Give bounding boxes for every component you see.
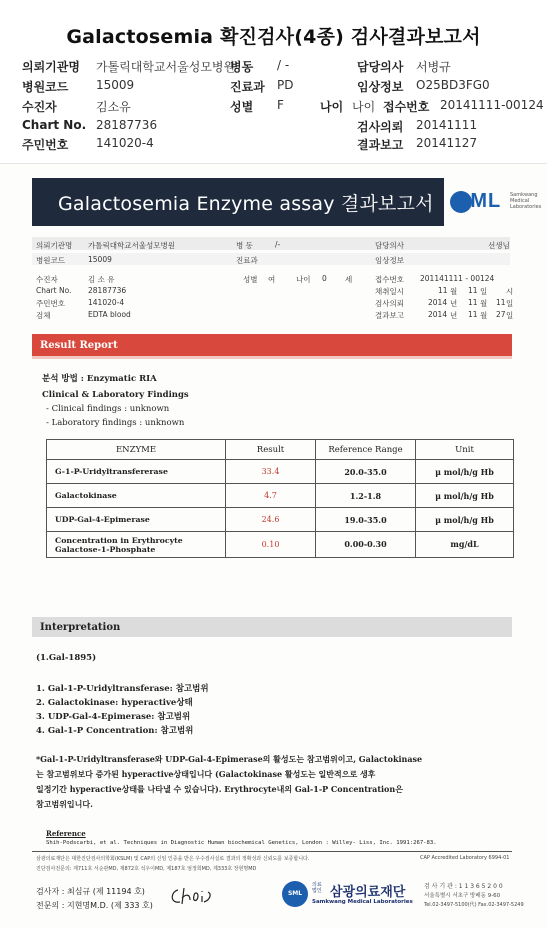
enzyme-name	[47, 532, 226, 558]
col-reference: Reference Range	[316, 440, 416, 460]
table-header-row	[47, 440, 514, 460]
enzyme-unit: μ mol/h/g Hb	[416, 508, 514, 532]
comment-line: *Gal-1-P-Uridyltransferase와 UDP-Gal-4-Epimerase의 활성도는 참고범위이고, Galactokinase	[36, 754, 423, 764]
signature-icon	[168, 882, 214, 908]
footer-accreditation: 삼광의료재단은 대한진단검사의학회(KSLM) 및 CAP의 신임 인증을 받은 우수검사실로 결과의 정확성과 신뢰도를 보증합니다.	[36, 856, 310, 862]
chart-value: 28187736	[96, 118, 158, 132]
scan-ward-value: /-	[275, 240, 281, 249]
interp-item: 2. Galactokinase: hyperactive상태	[36, 698, 193, 708]
chart-label: Chart No.	[22, 118, 87, 132]
scan-collect-label: 채취일시	[375, 287, 404, 296]
header-row-5	[0, 136, 547, 154]
scan-patient-value: 김 소 유	[88, 275, 115, 284]
patient-value: 김소유	[96, 100, 131, 114]
report-date-label: 결과보고	[357, 138, 404, 152]
enzyme-name: G-1-P-Uridyltransfererase	[47, 460, 226, 484]
specialist: 전문의 : 지현명M.D. (제 333 호)	[36, 901, 153, 910]
report-header	[0, 0, 547, 160]
enzyme-reference: 1.2-1.8	[316, 484, 416, 508]
sex-label: 성별	[230, 100, 254, 114]
analysis-method: 분석 방법 : Enzymatic RIA	[42, 374, 157, 384]
scan-rep-day-unit: 일	[506, 311, 514, 320]
scan-collect-day-unit: 일	[480, 287, 488, 296]
table-row	[47, 532, 514, 558]
scan-doctor-label: 담당의사	[375, 241, 404, 250]
gal-reference: (1.Gal-1895)	[36, 653, 97, 663]
scan-req-day-unit: 일	[506, 299, 514, 308]
enzyme-reference: 0.00-0.30	[316, 532, 416, 558]
scan-patient-label: 수진자	[36, 275, 58, 284]
dept-value: PD	[277, 78, 294, 92]
scan-clinical-label: 임상정보	[375, 256, 404, 265]
dept-label: 진료과	[230, 80, 265, 94]
scan-rep-day: 27	[496, 310, 506, 319]
scan-collect-time-unit: 시	[506, 287, 514, 296]
scan-req-label: 검사의뢰	[375, 299, 404, 308]
scan-receipt-label: 접수번호	[375, 275, 404, 284]
scan-chart-label: Chart No.	[36, 286, 72, 295]
contact-address: 서울특별시 서초구 방배동 9-60	[424, 893, 501, 899]
foundation-sub: Samkwang Medical Laboratories	[312, 899, 413, 905]
scan-rep-year: 2014	[428, 310, 448, 319]
receipt-value: 20141111-00124	[440, 98, 544, 112]
scan-ssn-label: 주민번호	[36, 299, 65, 308]
scan-rep-year-unit: 년	[450, 311, 458, 320]
enzyme-name-line2: Galactose-1-Phosphate	[55, 544, 156, 554]
sml-logo-text: SML	[456, 190, 502, 212]
inst-label: 의뢰기관명	[22, 60, 80, 74]
reference-text: Shih-Podscarbi, et al. Techniques in Diagnostic Human biochemical Genetics, London : Willey- Liss, Inc. 1991:267-83.	[46, 840, 437, 846]
interp-item: 1. Gal-1-P-Uridyltransferase: 참고범위	[36, 684, 209, 694]
scan-collect-month-unit: 월	[450, 287, 458, 296]
ward-label: 병동	[230, 60, 254, 74]
scan-code-label: 병원코드	[36, 256, 65, 265]
scan-chart-value: 28187736	[88, 286, 127, 295]
contact-phone: Tel.02-3497-5100(代) Fax.02-3497-5249	[424, 902, 524, 908]
lab-findings: - Laboratory findings : unknown	[46, 418, 185, 428]
scan-code-value: 15009	[88, 255, 112, 264]
doctor-label: 담당의사	[357, 60, 404, 74]
header-row-3	[0, 98, 547, 116]
col-unit: Unit	[416, 440, 514, 460]
scan-inst-label: 의뢰기관명	[36, 241, 73, 250]
enzyme-reference: 20.0-35.0	[316, 460, 416, 484]
table-row	[47, 484, 514, 508]
foundation-name: 삼광의료재단	[330, 885, 406, 900]
contact-code: 검 사 기 관 : 1 1 3 6 5 2 0 0	[424, 883, 503, 890]
scan-req-year: 2014	[428, 298, 448, 307]
enzyme-result: 33.4	[226, 460, 316, 484]
enzyme-result: 0.10	[226, 532, 316, 558]
sml-logo-subtext: Samkwang Medical Laboratories	[510, 192, 542, 210]
table-row	[47, 460, 514, 484]
clinical-label: 임상정보	[357, 80, 404, 94]
comment-line: 참고범위입니다.	[36, 799, 93, 809]
scan-req-day: 11	[496, 298, 506, 307]
patient-label: 수진자	[22, 100, 57, 114]
clinical-lab-title: Clinical & Laboratory Findings	[42, 390, 189, 400]
scan-collect-day: 11	[468, 286, 478, 295]
header-row-2	[0, 78, 547, 96]
interp-item: 4. Gal-1-P Concentration: 참고범위	[36, 726, 194, 736]
enzyme-assay-banner: Galactosemia Enzyme assay 결과보고서	[32, 178, 444, 226]
scan-specimen-label: 검체	[36, 311, 51, 320]
enzyme-name: UDP-Gal-4-Epimerase	[47, 508, 226, 532]
examiner: 검사자 : 최심규 (제 11194 호)	[36, 887, 145, 896]
request-value: 20141111	[416, 118, 478, 132]
enzyme-name: Galactokinase	[47, 484, 226, 508]
scan-age-value: 0	[322, 274, 327, 283]
enzyme-result: 24.6	[226, 508, 316, 532]
ssn-label: 주민번호	[22, 138, 69, 152]
inst-value: 가톨릭대학교서울성모병원	[96, 60, 236, 74]
scan-rep-month: 11	[468, 310, 478, 319]
comment-line: 는 참고범위보다 증가된 hyperactive상태입니다 (Galactokinase 활성도는 일반적으로 생후	[36, 769, 376, 779]
col-result: Result	[226, 440, 316, 460]
comment-line: 일정기간 hyperactive상태를 나타낼 수 있습니다). Erythrocyte내의 Gal-1-P Concentration은	[36, 784, 403, 794]
table-row	[47, 508, 514, 532]
scan-sex-label: 성별	[243, 275, 258, 284]
request-label: 검사의뢰	[357, 120, 404, 134]
scan-doctor-value: 선생님	[488, 241, 510, 250]
age-label: 나이	[320, 100, 344, 114]
ssn-value: 141020-4	[96, 136, 154, 150]
scan-rep-label: 결과보고	[375, 311, 404, 320]
foundation-logo	[282, 879, 412, 911]
col-enzyme: ENZYME	[47, 440, 226, 460]
code-value: 15009	[96, 78, 135, 92]
foundation-logo-circle: SML	[282, 881, 308, 907]
footer-specialists: 진단검사전문의: 제711호 서순관MD, 제872호 석우이MD, 제187호 엄정희MD, 제333호 장현명MD	[36, 866, 257, 872]
enzyme-result: 4.7	[226, 484, 316, 508]
enzyme-reference: 19.0-35.0	[316, 508, 416, 532]
enzyme-unit: μ mol/h/g Hb	[416, 484, 514, 508]
scan-collect-month: 11	[438, 286, 448, 295]
ward-value: / -	[277, 58, 290, 72]
interp-item: 3. UDP-Gal-4-Epimerase: 참고범위	[36, 712, 191, 722]
clinical-value: O25BD3FG0	[416, 78, 490, 92]
scan-age-unit: 세	[345, 275, 353, 284]
sex-value: F	[277, 98, 284, 112]
report-date-value: 20141127	[416, 136, 478, 150]
scan-age-label: 나이	[296, 275, 311, 284]
scan-req-month: 11	[468, 298, 478, 307]
doctor-value: 서병규	[416, 60, 451, 74]
reference-label: Reference	[46, 829, 86, 838]
enzyme-result-table	[46, 439, 514, 558]
interpretation-bar: Interpretation	[32, 617, 512, 637]
scanned-report	[0, 163, 547, 928]
footer-divider	[32, 851, 512, 852]
page-title: Galactosemia 확진검사(4종) 검사결과보고서	[66, 26, 481, 48]
enzyme-unit: mg/dL	[416, 532, 514, 558]
clinical-findings: - Clinical findings : unknown	[46, 404, 170, 414]
code-label: 병원코드	[22, 80, 69, 94]
scan-receipt-value: 201141111 - 00124	[420, 274, 495, 283]
enzyme-name-line1: Concentration in Erythrocyte	[55, 535, 183, 545]
scan-ward-label: 병 동	[236, 241, 253, 250]
scan-dept-label: 진료과	[236, 256, 258, 265]
result-report-underline	[32, 356, 512, 359]
enzyme-unit: μ mol/h/g Hb	[416, 460, 514, 484]
scan-rep-month-unit: 월	[480, 311, 488, 320]
header-row-4	[0, 118, 547, 136]
sml-logo	[450, 188, 542, 216]
scan-req-year-unit: 년	[450, 299, 458, 308]
result-report-bar: Result Report	[32, 334, 512, 356]
scan-req-month-unit: 월	[480, 299, 488, 308]
scan-specimen-value: EDTA blood	[88, 310, 131, 319]
receipt-label: 접수번호	[383, 100, 430, 114]
foundation-pre: 의료 법인	[312, 882, 322, 894]
header-row-1	[0, 58, 547, 76]
scan-sex-value: 여	[268, 275, 276, 284]
scan-inst-value: 가톨릭대학교서울성모병원	[88, 241, 175, 250]
footer-cap: CAP Accredited Laboratory 6994-01	[420, 855, 510, 861]
scan-ssn-value: 141020-4	[88, 298, 125, 307]
age-value: 나이	[352, 100, 376, 114]
